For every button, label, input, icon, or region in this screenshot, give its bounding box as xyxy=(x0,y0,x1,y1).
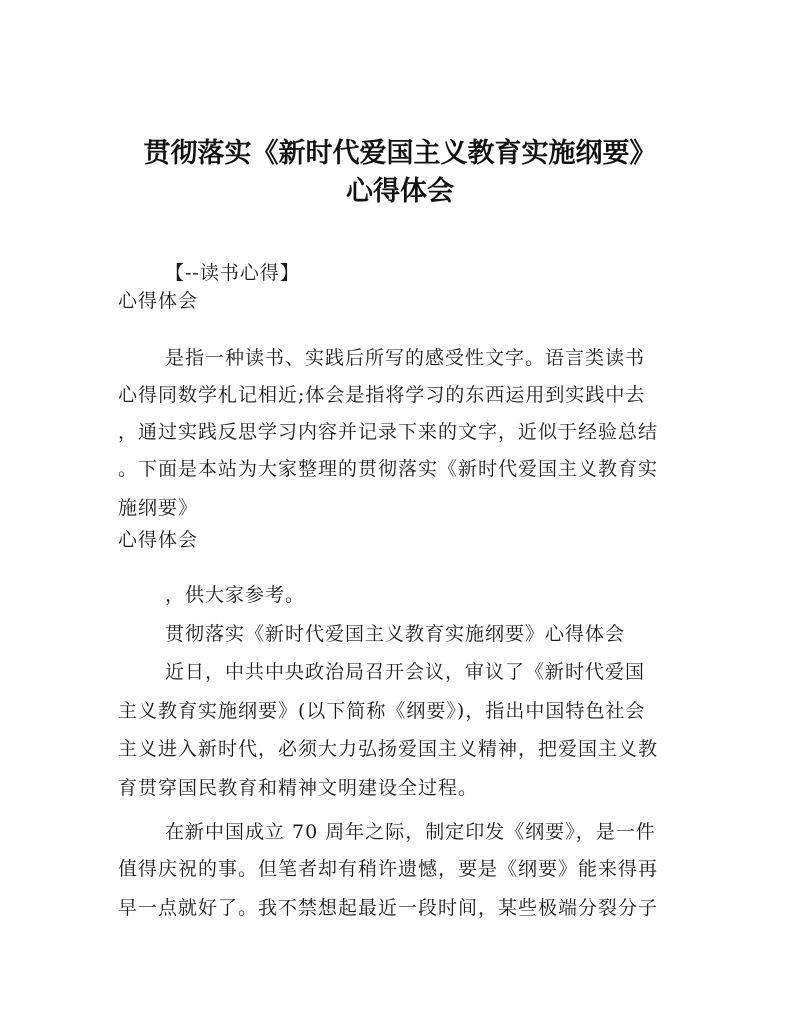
paragraph-line: ，通过实践反思学习内容并记录下来的文字，近似于经验总结 xyxy=(118,421,659,443)
category-tag: 【--读书心得】 xyxy=(165,262,300,284)
paragraph-line: 值得庆祝的事。但笔者却有稍许遗憾，要是《纲要》能来得再 xyxy=(118,858,659,880)
paragraph-line: 在新中国成立 70 周年之际，制定印发《纲要》，是一件 xyxy=(165,821,656,843)
paragraph-line: 。下面是本站为大家整理的贯彻落实《新时代爱国主义教育实 xyxy=(118,458,659,480)
paragraph-line: 心得体会 xyxy=(118,290,199,312)
paragraph-line: 心得同数学札记相近;体会是指将学习的东西运用到实践中去 xyxy=(118,384,646,406)
paragraph-line: ，供大家参考。 xyxy=(165,584,306,606)
paragraph-line: 心得体会 xyxy=(118,529,199,551)
paragraph-line: 早一点就好了。我不禁想起最近一段时间，某些极端分裂分子 xyxy=(118,897,659,919)
paragraph-line: 主义教育实施纲要》(以下简称《纲要》)，指出中国特色社会 xyxy=(118,700,646,722)
section-heading: 贯彻落实《新时代爱国主义教育实施纲要》心得体会 xyxy=(165,623,626,645)
paragraph-line: 主义进入新时代，必须大力弘扬爱国主义精神，把爱国主义教 xyxy=(118,738,659,760)
paragraph-line: 是指一种读书、实践后所写的感受性文字。语言类读书 xyxy=(165,347,646,369)
document-title-line-1: 贯彻落实《新时代爱国主义教育实施纲要》 xyxy=(143,138,657,169)
paragraph-line: 育贯穿国民教育和精神文明建设全过程。 xyxy=(118,777,479,799)
paragraph-line: 施纲要》 xyxy=(118,497,199,519)
paragraph-line: 近日，中共中央政治局召开会议，审议了《新时代爱国 xyxy=(165,661,646,683)
document-title-line-2: 心得体会 xyxy=(346,176,454,207)
